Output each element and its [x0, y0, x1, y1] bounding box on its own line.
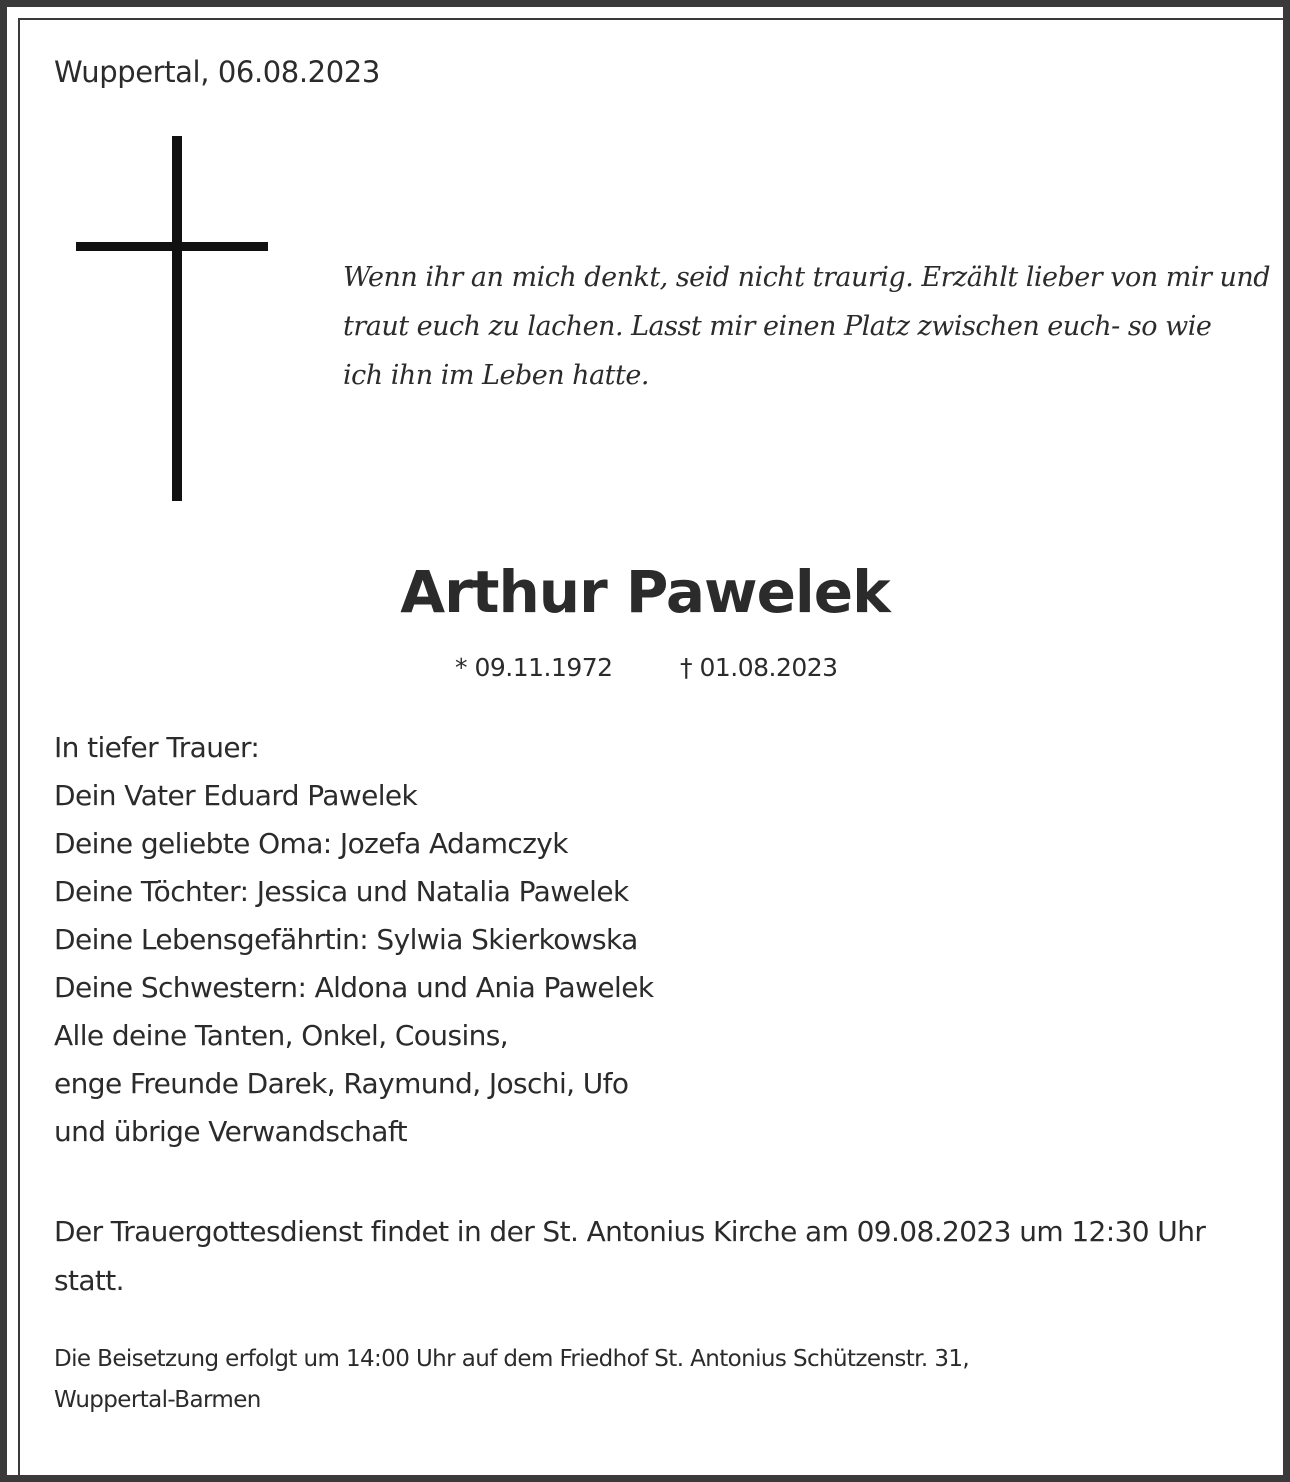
memorial-quote [343, 253, 1271, 400]
burial-line: Die Beisetzung erfolgt um 14:00 Uhr auf dem Friedhof St. Antonius Schützenstr. 31, [54, 1346, 970, 1372]
birth-date: * 09.11.1972 [455, 653, 613, 682]
mourner-line: Deine geliebte Oma: Jozefa Adamczyk [54, 827, 568, 860]
deceased-name: Arthur Pawelek [400, 558, 890, 626]
mourner-line: enge Freunde Darek, Raymund, Joschi, Ufo [54, 1067, 629, 1100]
cross-horizontal-bar [76, 242, 268, 251]
service-line: Der Trauergottesdienst findet in der St. Antonius Kirche am 09.08.2023 um 12:30 Uhr [54, 1215, 1206, 1248]
mourner-line: Deine Lebensgefährtin: Sylwia Skierkowska [54, 923, 638, 956]
funeral-service-notice [54, 1207, 1234, 1305]
place-date: Wuppertal, 06.08.2023 [54, 55, 380, 89]
mourner-line: Deine Töchter: Jessica und Natalia Pawelek [54, 875, 629, 908]
mourner-line: Alle deine Tanten, Onkel, Cousins, [54, 1019, 509, 1052]
quote-line: ich ihn im Leben hatte. [343, 360, 649, 391]
mourners-heading: In tiefer Trauer: [54, 731, 260, 764]
quote-line: traut euch zu lachen. Lasst mir einen Platz zwischen euch- so wie [343, 311, 1212, 342]
death-date: † 01.08.2023 [680, 653, 838, 682]
service-line: statt. [54, 1264, 124, 1297]
mourner-line: Deine Schwestern: Aldona und Ania Pawelek [54, 971, 654, 1004]
cross-vertical-bar [172, 136, 182, 501]
mourners-list [54, 724, 653, 1156]
quote-line: Wenn ihr an mich denkt, seid nicht traurig. Erzählt lieber von mir und [343, 262, 1271, 293]
mourner-line: und übrige Verwandschaft [54, 1115, 408, 1148]
mourner-line: Dein Vater Eduard Pawelek [54, 779, 418, 812]
burial-line: Wuppertal-Barmen [54, 1387, 261, 1413]
burial-notice [54, 1339, 1234, 1421]
